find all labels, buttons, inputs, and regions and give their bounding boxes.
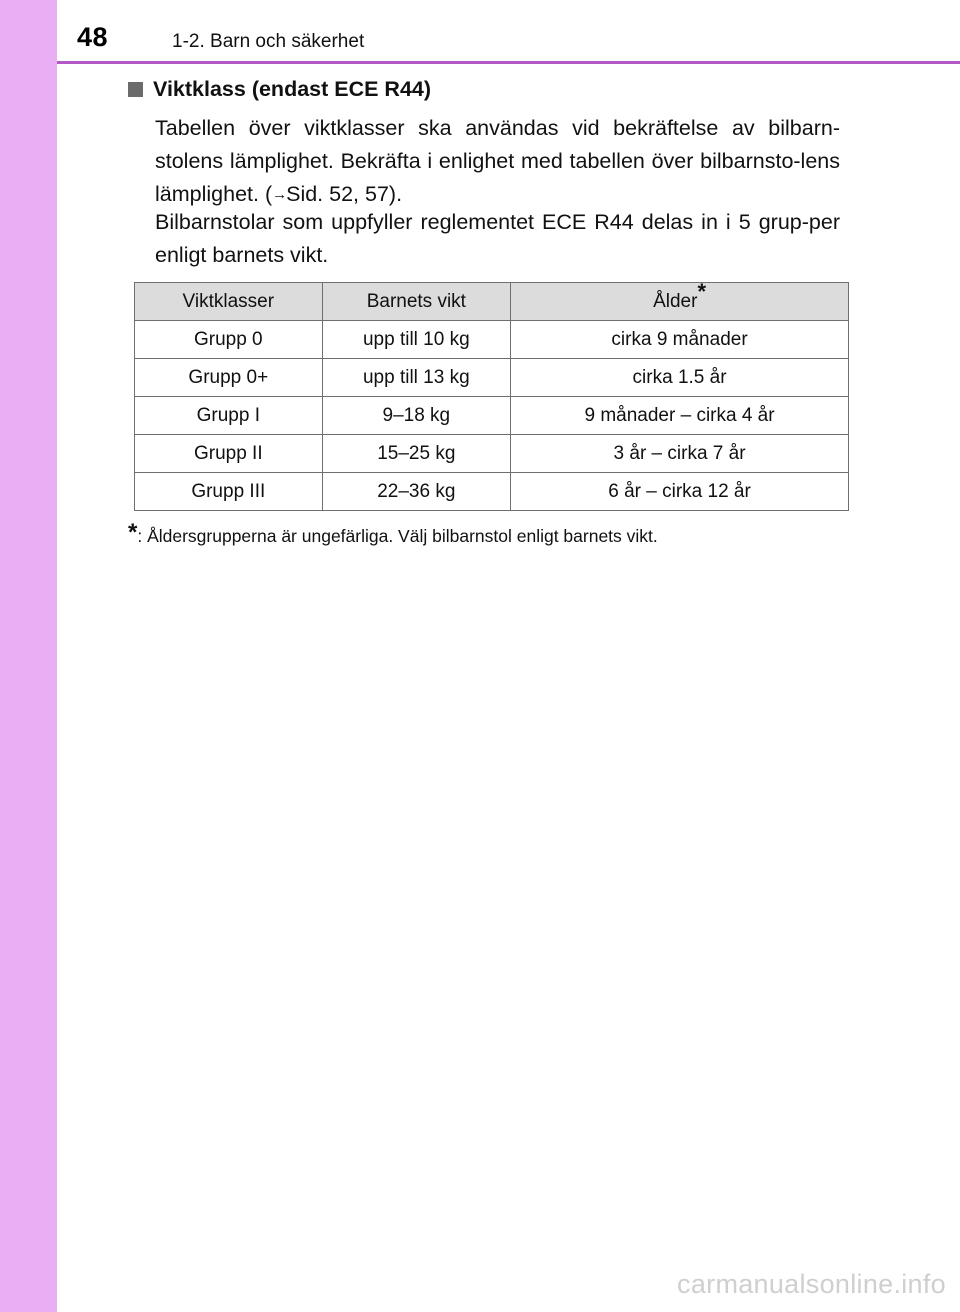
paragraph-intro-text: Tabellen över viktklasser ska användas vid bekräftelse av bilbarn-stolens lämplighet. Bekräfta i enlighet med tabellen över bilbarnsto-lens lämplighet. ( (155, 116, 840, 206)
cell-weight: 9–18 kg (322, 397, 510, 435)
cell-weight: upp till 10 kg (322, 321, 510, 359)
square-bullet-icon (128, 82, 143, 97)
table-header-row (135, 283, 849, 321)
asterisk-marker: * (697, 278, 706, 304)
footnote-text: : Åldersgrupperna är ungefärliga. Välj bilbarnstol enligt barnets vikt. (137, 526, 658, 546)
cell-age: 6 år – cirka 12 år (511, 473, 849, 511)
footnote-asterisk: * (128, 519, 138, 546)
cell-group: Grupp II (135, 435, 323, 473)
weight-class-table (134, 278, 849, 511)
cell-group: Grupp I (135, 397, 323, 435)
table-row (135, 435, 849, 473)
cell-weight: 22–36 kg (322, 473, 510, 511)
table-row (135, 397, 849, 435)
footnote (128, 519, 658, 547)
cell-weight: 15–25 kg (322, 435, 510, 473)
header-weight-class: Viktklasser (135, 283, 323, 321)
subsection-heading (128, 77, 431, 102)
header-age (511, 278, 849, 321)
cell-age: 3 år – cirka 7 år (511, 435, 849, 473)
sidebar-band (0, 0, 57, 1312)
cell-group: Grupp 0 (135, 321, 323, 359)
section-title: 1-2. Barn och säkerhet (172, 31, 365, 52)
header-divider (57, 61, 960, 64)
table-row (135, 321, 849, 359)
page-reference-link[interactable]: Sid. 52, 57). (286, 182, 403, 206)
header-age-label: Ålder (653, 290, 698, 312)
paragraph-intro (155, 112, 840, 211)
header-child-weight: Barnets vikt (322, 283, 510, 321)
watermark-text: carmanualsonline.info (677, 1269, 946, 1299)
cell-age: cirka 1.5 år (511, 359, 849, 397)
cell-age: 9 månader – cirka 4 år (511, 397, 849, 435)
cell-group: Grupp 0+ (135, 359, 323, 397)
cell-group: Grupp III (135, 473, 323, 511)
cell-age: cirka 9 månader (511, 321, 849, 359)
cell-weight: upp till 13 kg (322, 359, 510, 397)
page-number: 48 (77, 22, 109, 52)
heading-text: Viktklass (endast ECE R44) (153, 77, 432, 101)
table-row (135, 473, 849, 511)
arrow-right-icon: → (272, 186, 287, 203)
table-row (135, 359, 849, 397)
paragraph-groups: Bilbarnstolar som uppfyller reglementet ECE R44 delas in i 5 grup-per enligt barnets vikt. (155, 210, 840, 267)
